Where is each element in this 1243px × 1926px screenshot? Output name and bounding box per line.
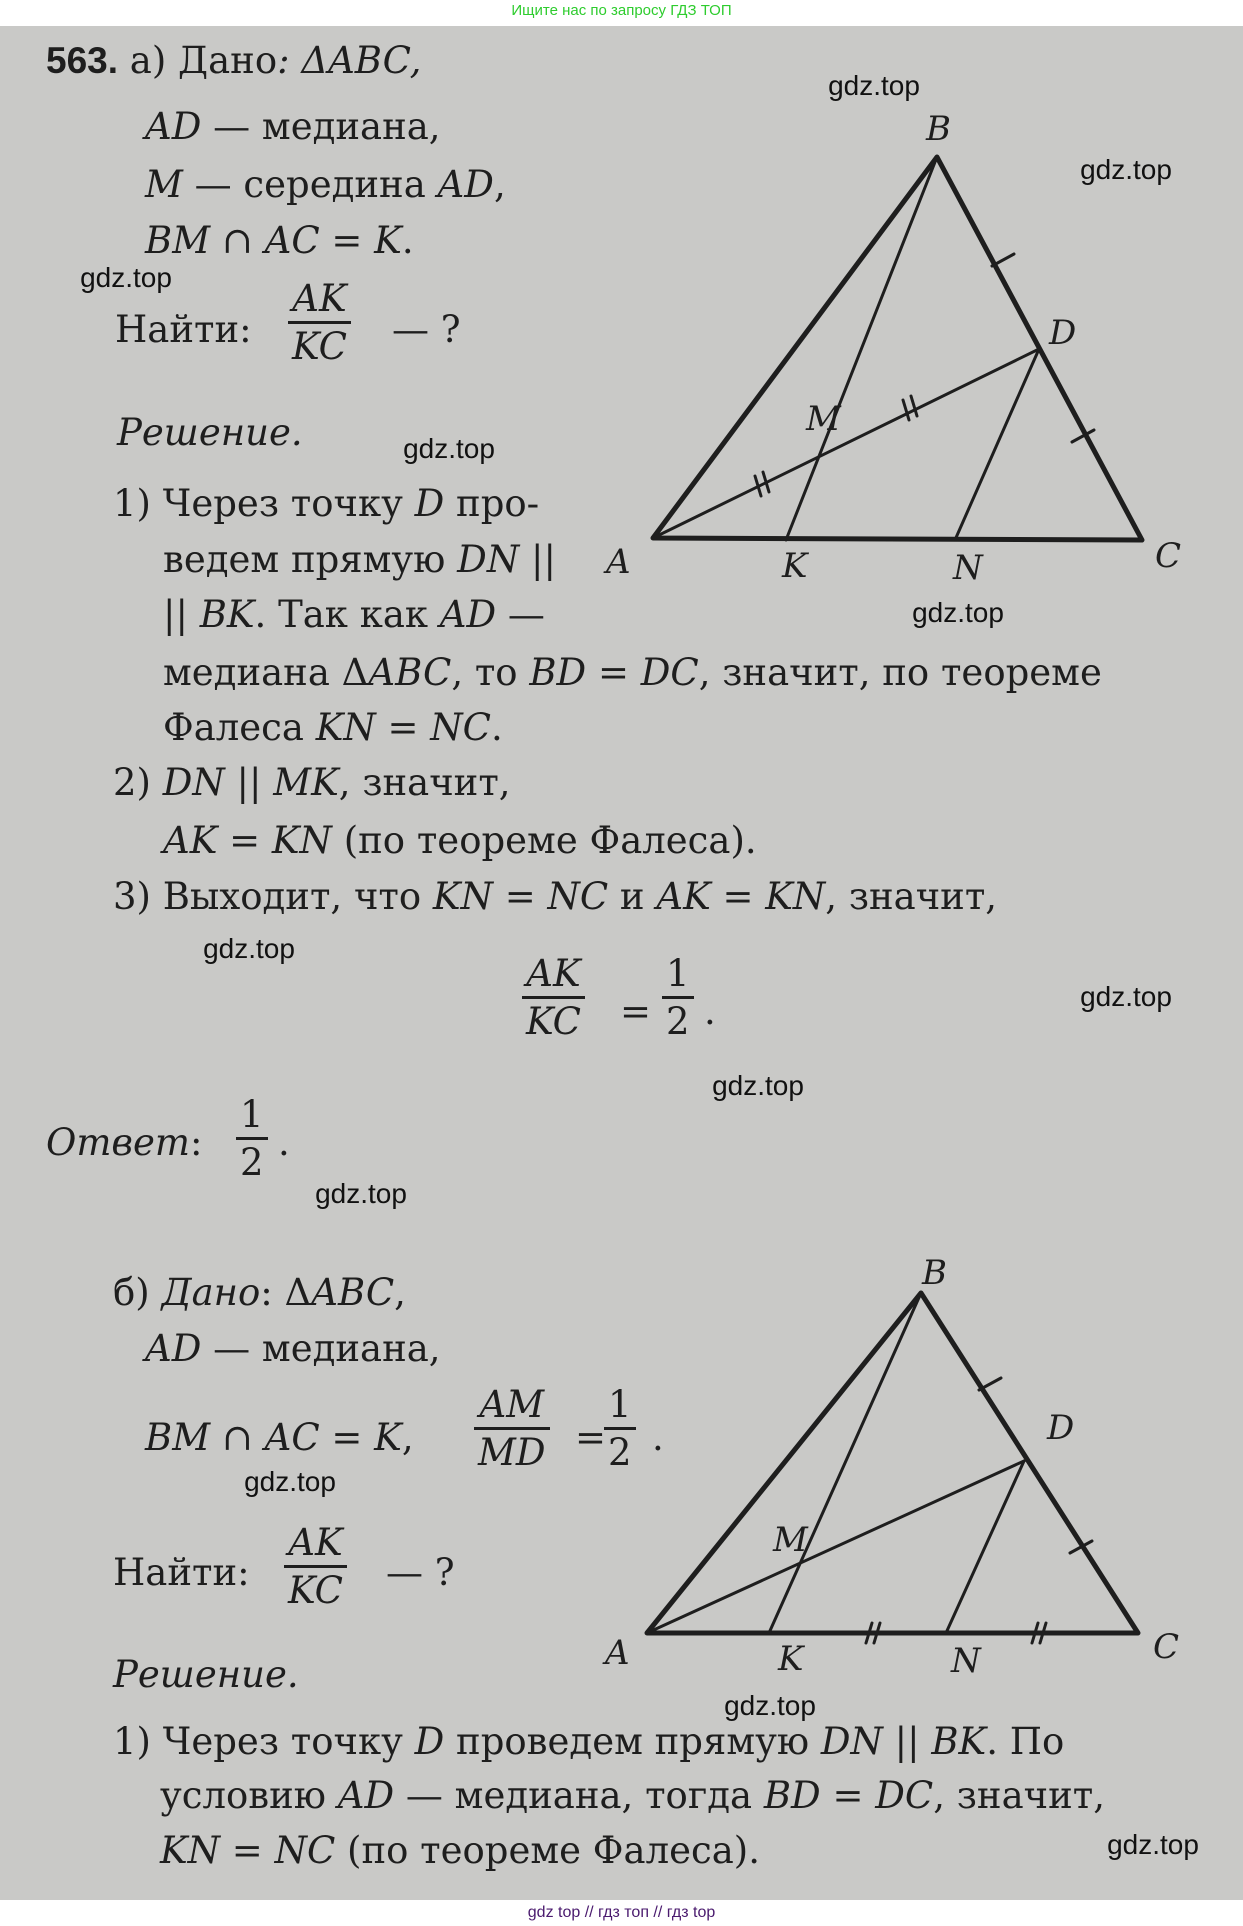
text-segment: : bbox=[189, 1121, 203, 1164]
text-segment: KN bbox=[315, 706, 376, 749]
text-segment: AC bbox=[264, 1416, 320, 1459]
text-segment: Найти: bbox=[115, 308, 252, 351]
text-segment: MK bbox=[273, 761, 339, 804]
text-segment: BK bbox=[199, 593, 255, 636]
text-segment: K bbox=[374, 219, 402, 262]
vertex-label-c: C bbox=[1155, 536, 1182, 576]
text-segment: AD bbox=[439, 593, 497, 636]
text-segment: = bbox=[586, 651, 641, 694]
vertex-label-d: D bbox=[1049, 313, 1077, 353]
text-segment: DN bbox=[457, 538, 520, 581]
text-segment: = bbox=[820, 1774, 876, 1817]
text-segment: = bbox=[319, 219, 375, 262]
text-segment: . bbox=[652, 1416, 664, 1459]
text-segment: || bbox=[224, 761, 274, 804]
text-segment: (по теореме Фалеса). bbox=[335, 1829, 760, 1872]
text-segment: : ΔABC, bbox=[277, 39, 422, 82]
numerator: 1 bbox=[666, 952, 690, 995]
text-segment: — медиана, bbox=[201, 1327, 441, 1370]
text-segment: условию bbox=[160, 1774, 338, 1817]
text-segment: . Так как bbox=[254, 593, 440, 636]
text-segment: = bbox=[575, 1416, 607, 1459]
text-segment: NC bbox=[547, 875, 609, 918]
text-segment: AD bbox=[145, 105, 202, 148]
text-segment: || bbox=[882, 1720, 932, 1763]
text-segment: = bbox=[220, 1829, 275, 1872]
text-segment: = bbox=[620, 990, 652, 1033]
denominator: KC bbox=[522, 996, 585, 1040]
text-segment: , значит, bbox=[338, 761, 511, 804]
double-tick-mark bbox=[903, 396, 917, 420]
numerator: AM bbox=[479, 1383, 545, 1426]
point-label-m: M bbox=[773, 1520, 808, 1560]
text-segment: || bbox=[519, 538, 556, 581]
text-segment: . bbox=[401, 219, 414, 262]
text-segment: — ? bbox=[386, 1551, 455, 1594]
search-banner: Ищите нас по запросу ГДЗ ТОП bbox=[0, 0, 1243, 26]
text-segment: AD bbox=[437, 163, 494, 206]
text-segment: Найти: bbox=[113, 1551, 250, 1594]
text-segment: , значит, bbox=[825, 875, 998, 918]
denominator: MD bbox=[474, 1427, 550, 1471]
text-segment: AC bbox=[264, 219, 320, 262]
text-segment: BM bbox=[145, 219, 211, 262]
text-segment: , bbox=[401, 1416, 414, 1459]
text-segment: (по теореме Фалеса). bbox=[331, 819, 757, 862]
text-segment: = bbox=[492, 875, 548, 918]
line-dn bbox=[955, 349, 1039, 540]
watermark: gdz.top bbox=[724, 1690, 816, 1721]
text-segment: DN bbox=[162, 761, 225, 804]
text-segment: = bbox=[375, 706, 431, 749]
text-segment: 3) Выходит, что bbox=[113, 875, 433, 918]
figure-b-labels bbox=[602, 1253, 1179, 1681]
text-segment: а) bbox=[118, 39, 179, 82]
numerator: AK bbox=[292, 277, 347, 320]
text-segment: . bbox=[704, 990, 716, 1033]
text-segment: медиана Δ bbox=[163, 651, 369, 694]
text-segment: = bbox=[217, 819, 272, 862]
text-segment: . По bbox=[986, 1720, 1065, 1763]
text-segment: BD bbox=[763, 1774, 821, 1817]
text-segment: DC bbox=[640, 651, 699, 694]
vertex-label-d: D bbox=[1047, 1408, 1075, 1448]
text-segment: K bbox=[374, 1416, 402, 1459]
text-segment: ∩ bbox=[210, 219, 265, 262]
text-segment: , bbox=[394, 1271, 406, 1314]
text-segment: , bbox=[493, 163, 506, 206]
numerator: 1 bbox=[240, 1093, 264, 1136]
text-segment: DN bbox=[820, 1720, 883, 1763]
text-segment: ABC bbox=[311, 1271, 395, 1314]
watermark: gdz.top bbox=[203, 933, 295, 964]
watermark: gdz.top bbox=[828, 70, 920, 101]
text-segment: NC bbox=[430, 706, 491, 749]
text-segment: — середина bbox=[182, 163, 438, 206]
text-segment: AK bbox=[656, 875, 711, 918]
text-segment: BD bbox=[529, 651, 587, 694]
watermark: gdz.top bbox=[1107, 1829, 1199, 1860]
line-dn bbox=[946, 1461, 1024, 1633]
watermark: gdz.top bbox=[315, 1178, 407, 1209]
text-segment: DC bbox=[875, 1774, 934, 1817]
denominator: 2 bbox=[604, 1427, 636, 1471]
text-segment: D bbox=[414, 1720, 445, 1763]
point-label-k: K bbox=[782, 546, 808, 586]
text-segment: ABC bbox=[368, 651, 452, 694]
text-segment: — bbox=[496, 593, 545, 636]
text-segment: : Δ bbox=[260, 1271, 312, 1314]
point-label-n: N bbox=[951, 1641, 981, 1681]
point-label-k: K bbox=[778, 1639, 804, 1679]
text-segment: AD bbox=[337, 1774, 395, 1817]
text-segment: KN bbox=[271, 819, 332, 862]
text-segment: = bbox=[710, 875, 766, 918]
text-segment: Ответ bbox=[46, 1121, 190, 1164]
text-segment: — медиана, bbox=[201, 105, 441, 148]
watermark: gdz.top bbox=[244, 1466, 336, 1497]
text-segment: 1) Через точку bbox=[113, 482, 415, 525]
text-segment: = bbox=[319, 1416, 375, 1459]
text-segment: . bbox=[490, 706, 503, 749]
watermark: gdz.top bbox=[80, 262, 172, 293]
tick-mark bbox=[992, 254, 1014, 266]
denominator: KC bbox=[288, 321, 351, 365]
vertex-label-c: C bbox=[1153, 1627, 1180, 1667]
denominator: 2 bbox=[662, 996, 694, 1040]
watermark: gdz.top bbox=[912, 597, 1004, 628]
triangle-abc bbox=[647, 1293, 1138, 1633]
text-segment: ведем прямую bbox=[163, 538, 458, 581]
text-segment: Решение. bbox=[117, 411, 303, 454]
text-segment: 563. bbox=[46, 40, 119, 81]
text-segment: Решение. bbox=[113, 1653, 299, 1696]
text-segment: , значит, по теореме bbox=[698, 651, 1102, 694]
numerator: AK bbox=[526, 952, 581, 995]
text-segment: 1) Через точку bbox=[113, 1720, 415, 1763]
text-segment: , то bbox=[451, 651, 530, 694]
text-segment: Фалеса bbox=[163, 706, 316, 749]
text-segment: — медиана, тогда bbox=[394, 1774, 764, 1817]
text-segment: б) bbox=[113, 1271, 162, 1314]
numerator: 1 bbox=[608, 1383, 632, 1426]
text-segment: проведем прямую bbox=[444, 1720, 821, 1763]
vertex-label-a: A bbox=[606, 542, 631, 582]
text-segment: BK bbox=[931, 1720, 987, 1763]
text-segment: || bbox=[163, 593, 200, 636]
vertex-label-b: B bbox=[922, 1253, 947, 1293]
text-segment: и bbox=[608, 875, 657, 918]
text-segment: Дано bbox=[161, 1271, 261, 1314]
point-label-m: M bbox=[806, 399, 841, 439]
median-ad bbox=[653, 349, 1039, 538]
watermark: gdz.top bbox=[1080, 154, 1172, 185]
text-segment: BM bbox=[145, 1416, 211, 1459]
line-bk bbox=[786, 157, 937, 540]
text-segment: , значит, bbox=[933, 1774, 1105, 1817]
text-segment: ∩ bbox=[210, 1416, 265, 1459]
text-segment: — ? bbox=[392, 308, 461, 351]
text-segment: AD bbox=[145, 1327, 202, 1370]
text-segment: про- bbox=[444, 482, 540, 525]
tick-mark bbox=[979, 1378, 1001, 1390]
watermark: gdz.top bbox=[403, 433, 495, 464]
vertex-label-a: A bbox=[605, 1633, 630, 1673]
text-segment: D bbox=[414, 482, 445, 525]
text-segment: . bbox=[278, 1121, 290, 1164]
watermark: gdz.top bbox=[1080, 981, 1172, 1012]
text-segment: KN bbox=[160, 1829, 221, 1872]
text-segment: Дано bbox=[178, 39, 278, 82]
footer-links: gdz top // гдз топ // гдз top bbox=[0, 1900, 1243, 1926]
figure-b bbox=[647, 1293, 1138, 1643]
denominator: 2 bbox=[236, 1137, 268, 1181]
vertex-label-b: B bbox=[926, 109, 951, 149]
denominator: KC bbox=[284, 1565, 347, 1609]
text-segment: 2) bbox=[113, 761, 163, 804]
text-segment: AK bbox=[163, 819, 218, 862]
text-segment: NC bbox=[274, 1829, 336, 1872]
point-label-n: N bbox=[953, 548, 983, 588]
numerator: AK bbox=[288, 1521, 343, 1564]
text-segment: KN bbox=[432, 875, 493, 918]
watermark: gdz.top bbox=[712, 1070, 804, 1101]
text-segment: M bbox=[145, 163, 183, 206]
text-segment: KN bbox=[765, 875, 826, 918]
line-bk bbox=[769, 1293, 921, 1633]
